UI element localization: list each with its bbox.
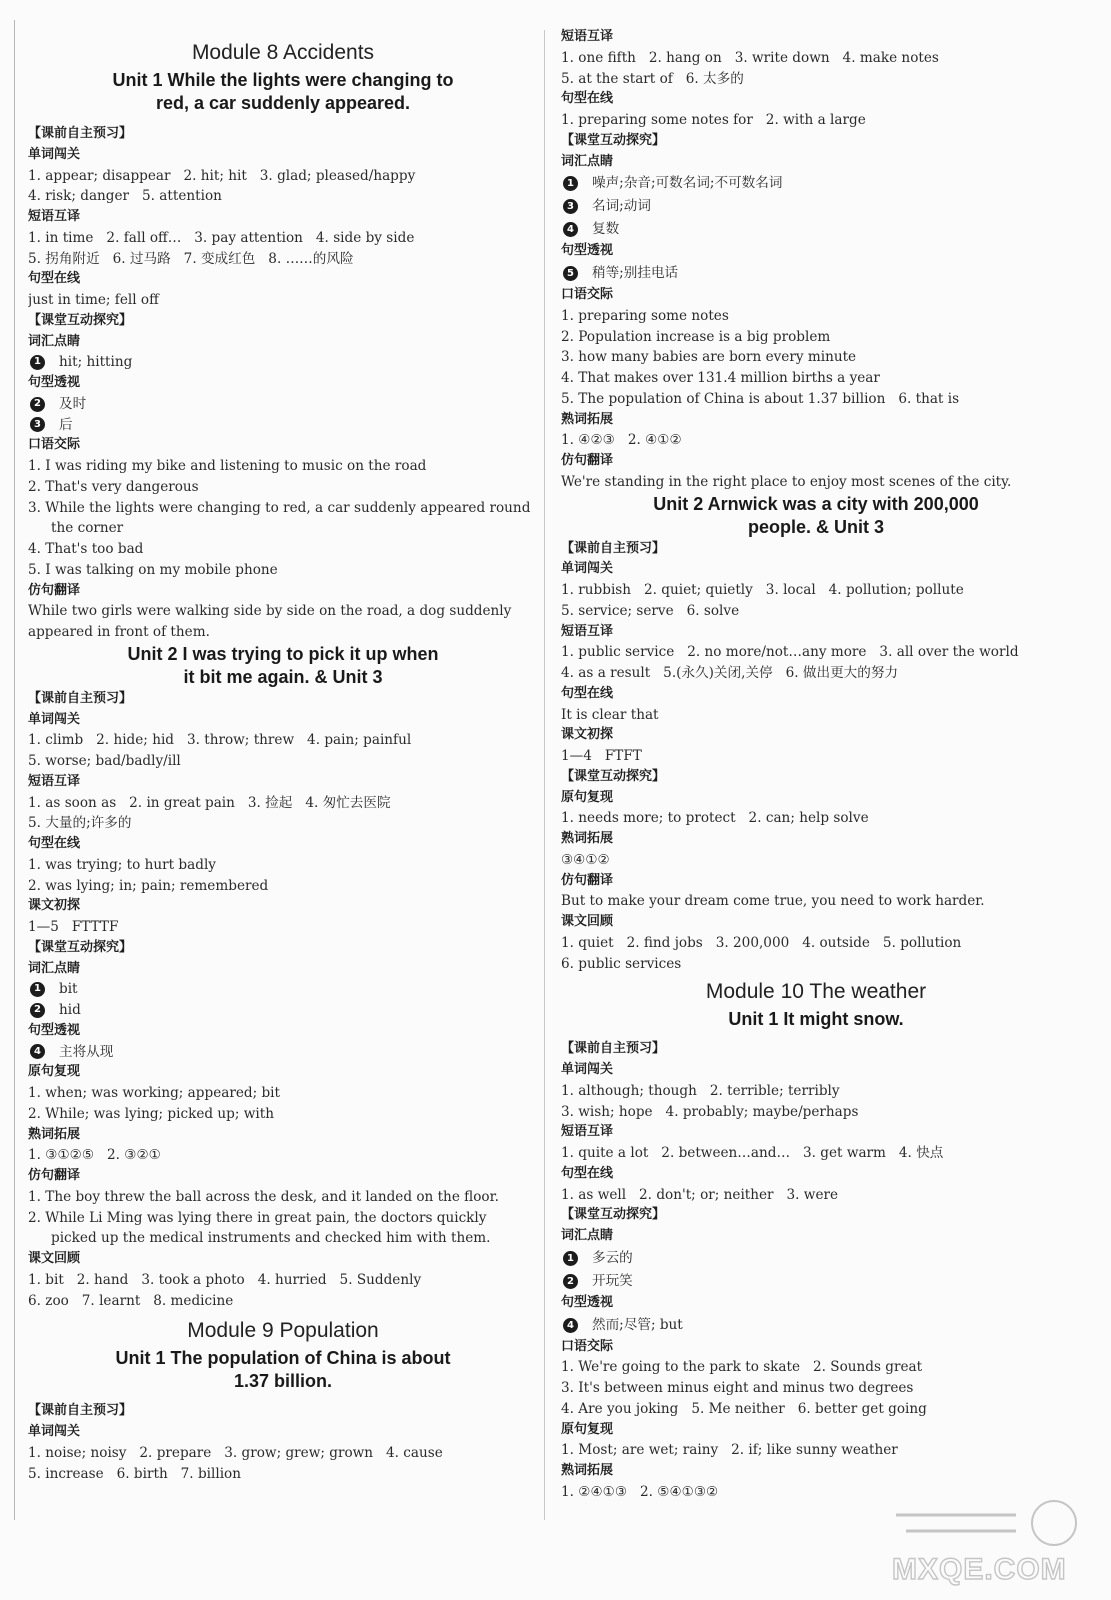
answer-line: 1. although; though 2. terrible; terribly <box>561 1082 840 1099</box>
answer-line: 5. The population of China is about 1.37 billion 6. that is <box>561 390 960 407</box>
answer-line: 5. 拐角附近 6. 过马路 7. 变成红色 8. ……的风险 <box>28 250 354 267</box>
numbered-item <box>561 195 1071 218</box>
item-text: 及时 <box>59 395 87 412</box>
answer-line: 1. ④②③ 2. ④①② <box>561 432 682 449</box>
number-badge: 4 <box>563 1318 578 1333</box>
number-badge: 1 <box>563 176 578 191</box>
m8-unit1-title-line2: red, a car suddenly appeared. <box>155 93 411 113</box>
label-restore: 原句复现 <box>561 1421 614 1437</box>
answer-line: 2. While Li Ming was lying there in great pain, the doctors quickly <box>28 1209 487 1226</box>
answer-line: 3. wish; hope 4. probably; maybe/perhaps <box>561 1103 859 1120</box>
numbered-item <box>28 1042 538 1063</box>
label-vocab-focus: 词汇点睛 <box>28 333 81 349</box>
label-restore: 原句复现 <box>28 1064 81 1080</box>
number-badge: 1 <box>30 982 45 997</box>
numbered-item <box>28 979 538 1000</box>
label-vocab: 单词闯关 <box>28 1424 81 1439</box>
item-text: 稍等;别挂电话 <box>592 265 679 281</box>
answer-line: 1. public service 2. no more/not…any more 3. all over the world <box>561 644 1019 661</box>
label-expand: 熟词拓展 <box>561 831 614 846</box>
answer-line: 4. risk; danger 5. attention <box>28 188 222 205</box>
label-phrase: 短语互译 <box>28 773 81 789</box>
label-expand: 熟词拓展 <box>561 411 614 427</box>
section-preview: 【课前自主预习】 <box>561 1041 666 1057</box>
numbered-item <box>561 1247 1071 1270</box>
label-imitate: 仿句翻译 <box>28 1168 81 1183</box>
answer-line: 4. That's too bad <box>28 541 144 557</box>
m9-unit2-title-line1: Unit 2 Arnwick was a city with 200,000 <box>653 493 979 514</box>
item-text: 后 <box>59 416 73 433</box>
label-sentence-online: 句型在线 <box>561 1165 614 1181</box>
answer-line: 5. increase 6. birth 7. billion <box>28 1465 241 1482</box>
item-text: 多云的 <box>592 1249 633 1266</box>
answer-line: 5. at the start of 6. 太多的 <box>561 70 744 87</box>
answer-line: 4. That makes over 131.4 million births a year <box>561 370 880 386</box>
label-vocab-focus: 词汇点睛 <box>28 960 81 976</box>
answer-line: 1. one fifth 2. hang on 3. write down 4. make notes <box>561 49 939 66</box>
label-review: 课文回顾 <box>561 914 614 929</box>
m9-unit1-title-line1: Unit 1 The population of China is about <box>115 1348 451 1369</box>
item-text: 然而;尽管; but <box>592 1316 683 1333</box>
answer-line: 1. preparing some notes for 2. with a large <box>561 112 866 128</box>
answer-line: 5. service; serve 6. solve <box>561 602 740 619</box>
label-vocab-focus: 词汇点睛 <box>561 153 614 169</box>
label-phrase: 短语互译 <box>561 29 614 44</box>
answer-line: 1. bit 2. hand 3. took a photo 4. hurried 5. Suddenly <box>28 1271 422 1288</box>
label-sentence-view: 句型透视 <box>561 243 614 259</box>
label-imitate: 仿句翻译 <box>561 453 614 468</box>
answer-line: 2. While; was lying; picked up; with <box>28 1105 274 1122</box>
answer-line: 5. I was talking on my mobile phone <box>28 561 278 578</box>
answer-line: 1. The boy threw the ball across the desk, and it landed on the floor. <box>28 1188 499 1205</box>
answer-line: 5. 大量的;许多的 <box>28 815 132 832</box>
answer-line: 1. appear; disappear 2. hit; hit 3. glad; pleased/happy <box>28 167 416 184</box>
left-column <box>28 37 538 1484</box>
answer-line: 1. when; was working; appeared; bit <box>28 1085 280 1101</box>
answer-line: 1. rubbish 2. quiet; quietly 3. local 4. pollution; pollute <box>561 582 964 598</box>
label-phrase: 短语互译 <box>561 623 614 639</box>
answer-line: appeared in front of them. <box>28 624 210 640</box>
answer-line: But to make your dream come true, you need to work harder. <box>561 893 985 910</box>
number-badge: 2 <box>30 397 45 412</box>
number-badge: 3 <box>30 417 45 432</box>
numbered-item <box>561 218 1071 241</box>
section-preview: 【课前自主预习】 <box>561 540 666 556</box>
answer-line: 3. how many babies are born every minute <box>561 349 857 366</box>
label-sentence-online: 句型在线 <box>561 91 614 107</box>
answer-line: While two girls were walking side by side on the road, a dog suddenly <box>28 603 512 620</box>
label-imitate: 仿句翻译 <box>28 582 81 598</box>
section-preview: 【课前自主预习】 <box>28 690 133 706</box>
numbered-item <box>561 172 1071 195</box>
module-10-title: Module 10 The weather <box>705 980 927 1004</box>
watermark-seal <box>1032 1501 1076 1545</box>
number-badge: 4 <box>563 222 578 237</box>
answer-line: 2. That's very dangerous <box>28 478 199 495</box>
label-phrase: 短语互译 <box>28 209 81 224</box>
m9-unit2-title-line2: people. & Unit 3 <box>747 516 884 537</box>
label-review: 课文回顾 <box>28 1251 81 1266</box>
right-column <box>561 27 1071 1503</box>
m10-unit1-title: Unit 1 It might snow. <box>728 1009 904 1030</box>
answer-line: 1. noise; noisy 2. prepare 3. grow; grew; grown 4. cause <box>28 1444 443 1461</box>
number-badge: 3 <box>563 199 578 214</box>
answer-line: the corner <box>51 520 124 537</box>
number-badge: 5 <box>563 266 578 281</box>
numbered-item <box>28 415 538 436</box>
m8-unit1-title-line1: Unit 1 While the lights were changing to <box>112 70 454 90</box>
label-sentence-view: 句型透视 <box>28 375 81 390</box>
answer-line: 1. as soon as 2. in great pain 3. 捡起 4. 匆忙去医院 <box>28 794 391 811</box>
section-preview: 【课前自主预习】 <box>28 1403 133 1419</box>
answer-line: just in time; fell off <box>28 292 159 308</box>
item-text: hit; hitting <box>59 354 133 371</box>
section-explore: 【课堂互动探究】 <box>561 1207 666 1223</box>
column-divider <box>544 30 545 1520</box>
label-oral: 口语交际 <box>561 1338 614 1354</box>
module-9-title: Module 9 Population <box>187 1319 379 1343</box>
label-sentence-view: 句型透视 <box>561 1294 614 1310</box>
answer-line: It is clear that <box>561 706 659 723</box>
label-restore: 原句复现 <box>561 789 614 805</box>
label-vocab: 单词闯关 <box>28 146 81 162</box>
item-text: 开玩笑 <box>592 1272 633 1289</box>
answer-line: 1. I was riding my bike and listening to music on the road <box>28 458 427 474</box>
label-vocab: 单词闯关 <box>561 1062 614 1077</box>
answer-line: picked up the medical instruments and checked him with them. <box>51 1230 491 1247</box>
module-8-title: Module 8 Accidents <box>191 41 375 64</box>
answer-line: 1. needs more; to protect 2. can; help solve <box>561 810 869 827</box>
label-phrase: 短语互译 <box>561 1124 614 1140</box>
answer-line: 6. public services <box>561 955 682 972</box>
label-sentence-online: 句型在线 <box>28 271 81 287</box>
label-sentence-online: 句型在线 <box>28 836 81 851</box>
answer-line: 1. in time 2. fall off… 3. pay attention 4. side by side <box>28 229 415 246</box>
label-oral: 口语交际 <box>561 287 614 302</box>
label-vocab: 单词闯关 <box>561 561 614 577</box>
answer-line: 1. preparing some notes <box>561 307 729 324</box>
section-explore: 【课堂互动探究】 <box>561 768 666 784</box>
answer-line: 2. Population increase is a big problem <box>561 328 831 345</box>
item-text: bit <box>59 981 78 998</box>
answer-line: 1. quiet 2. find jobs 3. 200,000 4. outside 5. pollution <box>561 934 962 951</box>
answer-line: 1. ③①②⑤ 2. ③②① <box>28 1147 161 1164</box>
label-vocab: 单词闯关 <box>28 711 81 727</box>
answer-line: 1. ②④①③ 2. ⑤④①③② <box>561 1483 719 1500</box>
numbered-item <box>561 1270 1071 1293</box>
answer-line: 2. was lying; in; pain; remembered <box>28 877 269 894</box>
label-expand: 熟词拓展 <box>561 1463 614 1478</box>
answer-line: We're standing in the right place to enjoy most scenes of the city. <box>561 473 1012 490</box>
answer-line: 1—4 FTFT <box>561 748 642 764</box>
watermark-text: MXQE.COM <box>892 1553 1067 1586</box>
number-badge: 2 <box>30 1003 45 1018</box>
section-preview: 【课前自主预习】 <box>28 126 133 141</box>
item-text: 名词;动词 <box>592 198 651 215</box>
answer-line: 5. worse; bad/badly/ill <box>28 753 181 769</box>
numbered-item <box>561 1314 1071 1337</box>
answer-line: 1. Most; are wet; rainy 2. if; like sunny weather <box>561 1442 898 1459</box>
answer-line: 1—5 FTTTF <box>28 919 119 935</box>
label-text-explore: 课文初探 <box>561 727 614 743</box>
watermark-stroke <box>896 1515 1016 1531</box>
answer-line: 4. Are you joking 5. Me neither 6. better get going <box>561 1400 927 1417</box>
answer-line: 3. It's between minus eight and minus two degrees <box>561 1380 914 1396</box>
answer-line: 6. zoo 7. learnt 8. medicine <box>28 1292 234 1309</box>
m8-unit2-title-line1: Unit 2 I was trying to pick it up when <box>127 643 439 664</box>
m9-unit1-title-line2: 1.37 billion. <box>233 1371 333 1392</box>
numbered-item <box>28 352 538 373</box>
m8-unit2-title-line2: it bit me again. & Unit 3 <box>183 666 383 687</box>
number-badge: 2 <box>563 1274 578 1289</box>
numbered-item <box>28 1000 538 1021</box>
answer-line: 1. climb 2. hide; hid 3. throw; threw 4. pain; painful <box>28 732 412 749</box>
answer-line: 1. We're going to the park to skate 2. Sounds great <box>561 1359 923 1376</box>
number-badge: 1 <box>563 1251 578 1266</box>
item-text: 主将从现 <box>59 1043 114 1060</box>
label-oral: 口语交际 <box>28 437 81 453</box>
label-text-explore: 课文初探 <box>28 898 81 914</box>
section-explore: 【课堂互动探究】 <box>28 312 133 328</box>
watermark-logo <box>886 1495 1091 1590</box>
page-left-rule <box>14 20 15 1520</box>
answer-line: 1. as well 2. don't; or; neither 3. were <box>561 1186 839 1203</box>
item-text: 噪声;杂音;可数名词;不可数名词 <box>592 175 783 192</box>
label-expand: 熟词拓展 <box>28 1126 81 1142</box>
label-vocab-focus: 词汇点睛 <box>561 1228 614 1243</box>
number-badge: 4 <box>30 1044 45 1059</box>
answer-line: 3. While the lights were changing to red, a car suddenly appeared round <box>28 499 531 516</box>
label-sentence-online: 句型在线 <box>561 685 614 701</box>
label-sentence-view: 句型透视 <box>28 1022 81 1038</box>
label-imitate: 仿句翻译 <box>561 872 614 888</box>
answer-line: 1. was trying; to hurt badly <box>28 856 216 873</box>
numbered-item <box>561 262 1071 285</box>
item-text: hid <box>59 1002 81 1018</box>
section-explore: 【课堂互动探究】 <box>561 132 666 148</box>
item-text: 复数 <box>592 221 620 238</box>
answer-line: 1. quite a lot 2. between…and… 3. get warm 4. 快点 <box>561 1145 944 1161</box>
answer-line: 4. as a result 5.(永久)关闭,关停 6. 做出更大的努力 <box>561 665 899 681</box>
answer-line: ③④①② <box>561 851 610 868</box>
number-badge: 1 <box>30 355 45 370</box>
section-explore: 【课堂互动探究】 <box>28 939 133 955</box>
numbered-item <box>28 394 538 415</box>
